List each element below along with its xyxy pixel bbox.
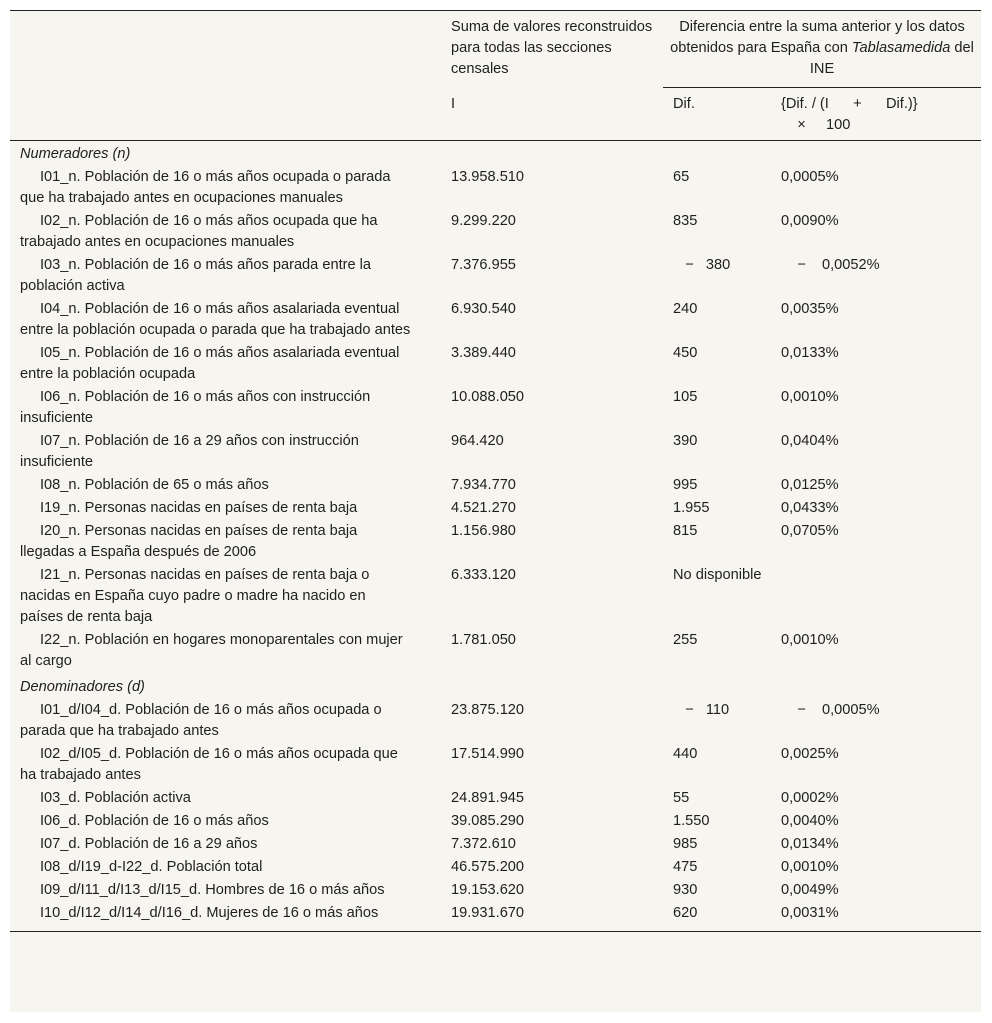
row-percent-difference: 0,0010% — [781, 859, 839, 875]
row-difference: 450 — [673, 345, 698, 361]
table-row — [10, 299, 981, 343]
row-label: I03_d. Población activa — [40, 790, 191, 806]
row-sum-value: 964.420 — [451, 433, 504, 449]
table-row — [10, 880, 981, 903]
row-label: I09_d/I11_d/I13_d/I15_d. Hombres de 16 o más años — [40, 882, 385, 898]
table-row — [10, 857, 981, 880]
row-percent-difference: 0,0433% — [781, 500, 839, 516]
row-label: I08_n. Población de 65 o más años — [40, 477, 269, 493]
row-label: I03_n. Población de 16 o más años parada entre la población activa — [20, 257, 372, 294]
table-row — [10, 255, 981, 299]
row-sum-value: 24.891.945 — [451, 790, 525, 806]
row-label: I22_n. Población en hogares monoparentales con mujer al cargo — [20, 632, 403, 669]
row-percent-difference: 0,0404% — [781, 433, 839, 449]
table-row — [10, 811, 981, 834]
row-difference: 835 — [673, 213, 698, 229]
row-difference: 930 — [673, 882, 698, 898]
table-row — [10, 475, 981, 498]
row-label: I04_n. Población de 16 o más años asalariada eventual entre la población ocupada o parada que ha trabajado antes — [20, 301, 411, 338]
row-sum-value: 7.934.770 — [451, 477, 516, 493]
row-sum-value: 39.085.290 — [451, 813, 525, 829]
row-label: I06_d. Población de 16 o más años — [40, 813, 269, 829]
row-percent-difference: 0,0125% — [781, 477, 839, 493]
row-label: I19_n. Personas nacidas en países de renta baja — [40, 500, 358, 516]
row-percent-difference: 0,0010% — [781, 389, 839, 405]
row-sum-value: 13.958.510 — [451, 169, 525, 185]
row-difference: 440 — [673, 746, 698, 762]
row-sum-value: 6.333.120 — [451, 567, 516, 583]
row-sum-value: 3.389.440 — [451, 345, 516, 361]
subheader-dif: Dif. — [663, 88, 781, 141]
row-percent-difference: 0,0090% — [781, 213, 839, 229]
table-row — [10, 700, 981, 744]
row-difference: No disponible — [673, 567, 762, 583]
row-label: I02_n. Población de 16 o más años ocupada que ha trabajado antes en ocupaciones manuales — [20, 213, 378, 250]
row-percent-difference: 0,0040% — [781, 813, 839, 829]
row-percent-difference: 0,0005% — [781, 169, 839, 185]
row-sum-value: 46.575.200 — [451, 859, 525, 875]
header-tablasamedida: Tablasamedida — [851, 40, 951, 56]
table-row — [10, 565, 981, 630]
section-title: Denominadores (d) — [20, 679, 145, 695]
row-label: I21_n. Personas nacidas en países de renta baja o nacidas en España cuyo padre o madre ha nacido en países de renta baja — [20, 567, 370, 625]
row-sum-value: 9.299.220 — [451, 213, 516, 229]
row-difference: 255 — [673, 632, 698, 648]
row-label: I07_n. Población de 16 a 29 años con instrucción insuficiente — [20, 433, 359, 470]
row-difference: 995 — [673, 477, 698, 493]
row-difference: 240 — [673, 301, 698, 317]
row-difference: − 110 — [673, 702, 730, 718]
row-difference: 65 — [673, 169, 690, 185]
row-percent-difference: 0,0010% — [781, 632, 839, 648]
row-label: I10_d/I12_d/I14_d/I16_d. Mujeres de 16 o más años — [10, 903, 441, 932]
row-label: I06_n. Población de 16 o más años con instrucción insuficiente — [20, 389, 371, 426]
row-sum-value: 6.930.540 — [451, 301, 516, 317]
table-row — [10, 167, 981, 211]
header-difference-group: Diferencia entre la suma anterior y los datos obtenidos para España con Tablasamedida del INE — [663, 11, 981, 88]
table-row — [10, 498, 981, 521]
row-sum-value: 23.875.120 — [451, 702, 525, 718]
table-row — [10, 431, 981, 475]
row-sum-value: 7.376.955 — [451, 257, 516, 273]
row-difference: 55 — [673, 790, 690, 806]
row-percent-difference: 0,0133% — [781, 345, 839, 361]
row-percent-difference: − 0,0005% — [781, 702, 880, 718]
row-difference: 105 — [673, 389, 698, 405]
row-percent-difference: 0,0002% — [781, 790, 839, 806]
row-difference: − 380 — [673, 257, 731, 273]
section-title: Numeradores (n) — [20, 146, 131, 162]
row-sum-value: 7.372.610 — [451, 836, 516, 852]
row-label: I01_d/I04_d. Población de 16 o más años ocupada o parada que ha trabajado antes — [20, 702, 382, 739]
row-label: I01_n. Población de 16 o más años ocupada o parada que ha trabajado antes en ocupaciones manuales — [20, 169, 391, 206]
table-row — [10, 211, 981, 255]
row-percent-difference — [781, 565, 981, 630]
row-percent-difference: 0,0049% — [781, 882, 839, 898]
table-row — [10, 521, 981, 565]
table-row — [10, 903, 981, 932]
row-difference: 620 — [663, 903, 781, 932]
row-difference: 1.955 — [673, 500, 710, 516]
row-difference: 390 — [673, 433, 698, 449]
row-percent-difference: 0,0031% — [781, 903, 981, 932]
row-sum-value: 4.521.270 — [451, 500, 516, 516]
subheader-i: I — [441, 88, 663, 141]
table-row — [10, 834, 981, 857]
table-row — [10, 788, 981, 811]
table-row — [10, 387, 981, 431]
row-label: I02_d/I05_d. Población de 16 o más años ocupada que ha trabajado antes — [20, 746, 398, 783]
row-label: I07_d. Población de 16 a 29 años — [40, 836, 258, 852]
row-sum-value: 19.931.670 — [441, 903, 663, 932]
row-sum-value: 17.514.990 — [451, 746, 525, 762]
row-percent-difference: − 0,0052% — [781, 257, 880, 273]
header-sum-values: Suma de valores reconstruidos para todas las secciones censales — [451, 19, 653, 77]
table-body — [10, 141, 981, 932]
row-difference: 475 — [673, 859, 698, 875]
row-difference: 815 — [673, 523, 698, 539]
table-row — [10, 744, 981, 788]
row-difference: 1.550 — [673, 813, 710, 829]
section-header-row — [10, 141, 981, 168]
row-percent-difference: 0,0705% — [781, 523, 839, 539]
table-row — [10, 630, 981, 674]
table-header — [10, 11, 981, 141]
data-table — [10, 10, 981, 932]
row-label: I05_n. Población de 16 o más años asalariada eventual entre la población ocupada — [20, 345, 400, 382]
row-sum-value: 19.153.620 — [451, 882, 525, 898]
row-percent-difference: 0,0134% — [781, 836, 839, 852]
row-label: I20_n. Personas nacidas en países de renta baja llegadas a España después de 2006 — [20, 523, 358, 560]
row-percent-difference: 0,0025% — [781, 746, 839, 762]
subheader-percent-formula: {Dif. / (I + Dif.)} × 100 — [781, 88, 981, 141]
section-header-row — [10, 674, 981, 700]
row-difference: 985 — [673, 836, 698, 852]
table-row — [10, 343, 981, 387]
row-percent-difference: 0,0035% — [781, 301, 839, 317]
row-sum-value: 10.088.050 — [451, 389, 525, 405]
data-table-panel — [10, 10, 981, 1012]
row-sum-value: 1.781.050 — [451, 632, 516, 648]
row-sum-value: 1.156.980 — [451, 523, 516, 539]
row-label: I08_d/I19_d-I22_d. Población total — [40, 859, 263, 875]
